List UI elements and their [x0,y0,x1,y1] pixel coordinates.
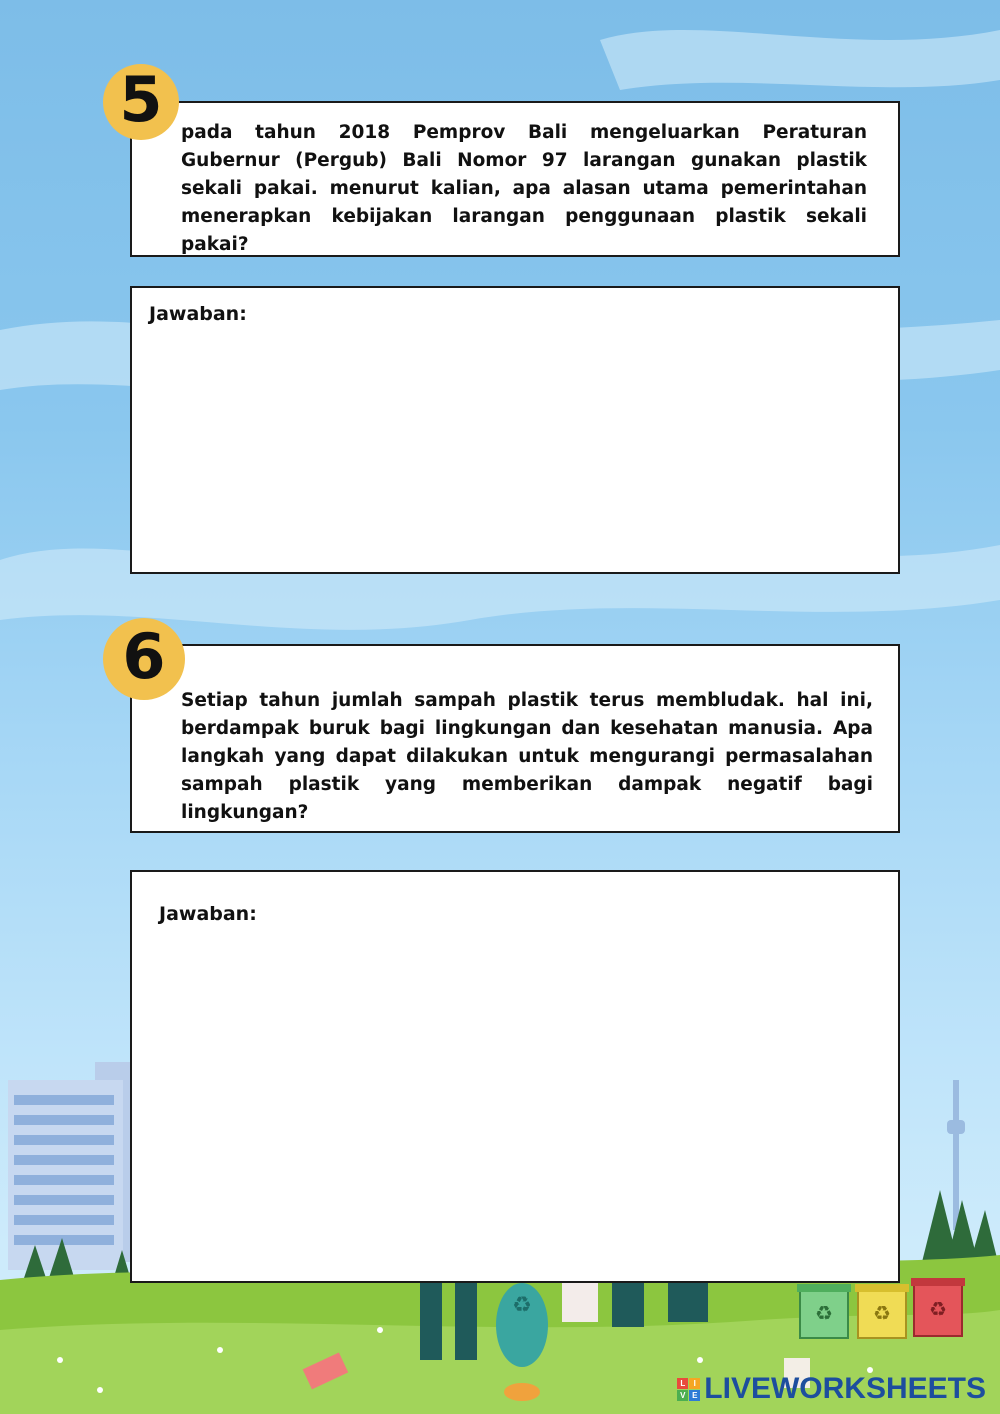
question-5-number-badge [103,64,179,140]
liveworksheets-brand [677,1372,986,1406]
answer-5-input[interactable] [148,336,882,564]
svg-text:♻: ♻ [929,1297,947,1321]
answer-5-label: Jawaban: [149,303,247,325]
logo-letter-i: I [689,1378,700,1389]
question-6-number-badge [103,618,185,700]
liveworksheets-brand-text: LIVEWORKSHEETS [704,1372,986,1405]
question-6-text: Setiap tahun jumlah sampah plastik terus membludak. hal ini, berdampak buruk bagi lingkungan dan kesehatan manusia. Apa langkah yang dapat dilakukan untuk mengurangi permasalahan sampah plastik yang memberikan dampak negatif bagi lingkungan? [181,690,873,823]
question-6-number: 6 [122,620,166,693]
question-5-number: 5 [119,63,163,136]
liveworksheets-logo-icon [677,1378,700,1401]
logo-letter-l: L [677,1378,688,1389]
logo-letter-e: E [689,1390,700,1401]
recycle-bins [797,1278,965,1338]
svg-text:♻: ♻ [512,1293,532,1318]
logo-letter-v: V [677,1390,688,1401]
svg-text:♻: ♻ [815,1301,833,1325]
question-5-text: pada tahun 2018 Pemprov Bali mengeluarkan Peraturan Gubernur (Pergub) Bali Nomor 97 larangan gunakan plastik sekali pakai. menurut kalian, apa alasan utama pemerintahan menerapkan kebijakan larangan penggunaan plastik sekali pakai? [181,122,867,255]
answer-6-input[interactable] [158,938,882,1272]
svg-text:♻: ♻ [873,1301,891,1325]
answer-6-label: Jawaban: [159,903,257,925]
